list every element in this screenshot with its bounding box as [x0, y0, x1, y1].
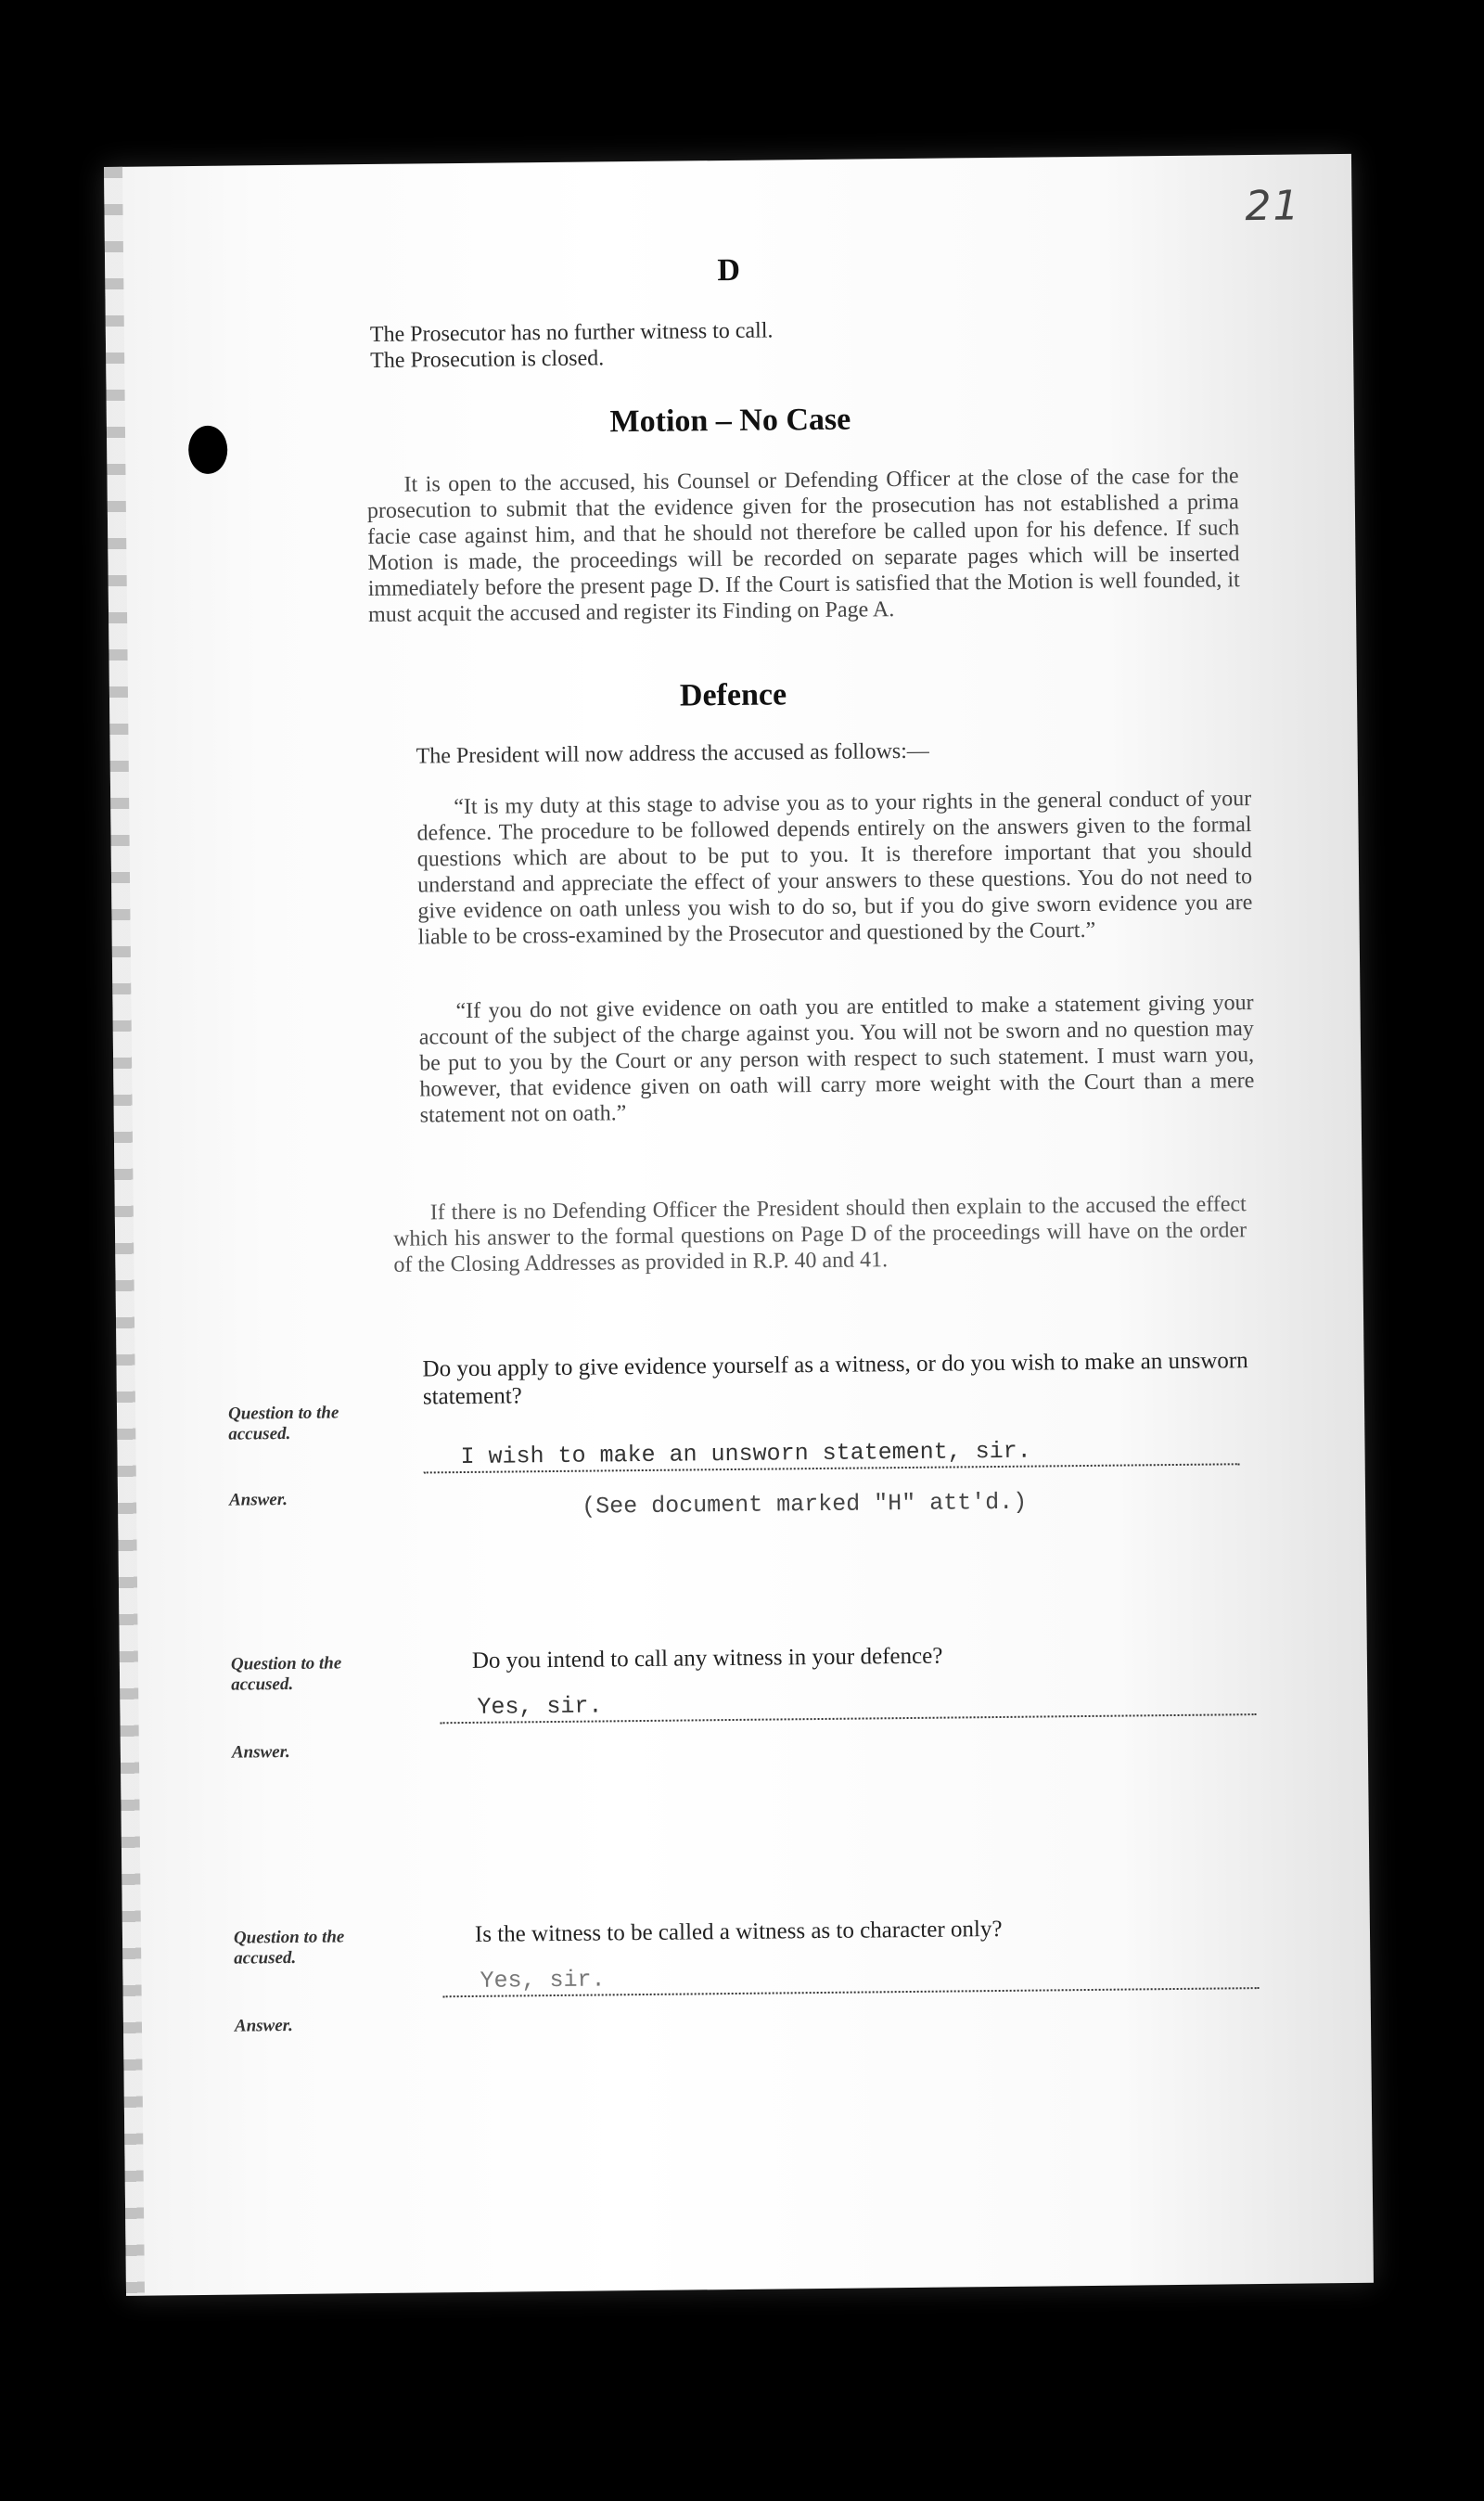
prosecution-line-2: The Prosecution is closed.: [370, 346, 605, 374]
question-text: Do you intend to call any witness in your defence?: [471, 1643, 943, 1674]
answer-field: Yes, sir.: [440, 1686, 1256, 1724]
prosecution-line-1: The Prosecutor has no further witness to call.: [369, 318, 774, 348]
question-label: Question to the accused.: [230, 1653, 342, 1695]
question-label: Question to the accused.: [233, 1927, 345, 1969]
defence-intro: The President will now address the accused as follows:—: [416, 738, 929, 769]
defending-officer-note: If there is no Defending Officer the President should then explain to the accused the effect which his answer to the formal questions on Page D of the proceedings will have on the order of the Closing Addresses as provided in R.P. 40 and 41.: [392, 1192, 1247, 1277]
defence-heading: Defence: [679, 677, 787, 713]
answer-field: I wish to make an unsworn statement, sir.: [423, 1435, 1239, 1473]
prosecution-closed-block: [370, 313, 1234, 374]
motion-paragraph: It is open to the accused, his Counsel or Defending Officer at the close of the case for the prosecution to submit that the evidence given for the prosecution has not established a prima facie case against him, and that he should not therefore be called upon for his defence. If such Motion is made, the proceedings will be recorded on separate pages which will be inserted immediately before the present page D. If the Court is satisfied that the Motion is well founded, it must acquit the accused and register its Finding on Page A.: [366, 464, 1240, 628]
answer-label: Answer.: [234, 2015, 293, 2036]
section-letter: D: [717, 252, 741, 289]
answer-field: Yes, sir.: [442, 1959, 1259, 1997]
question-text: Do you apply to give evidence yourself as a witness, or do you wish to make an unsworn statement?: [422, 1348, 1248, 1410]
answer-note: (See document marked "H" att'd.): [581, 1488, 1028, 1520]
answer-label: Answer.: [231, 1741, 290, 1763]
question-text: Is the witness to be called a witness as to character only?: [474, 1916, 1003, 1947]
president-address-paragraph-1: “It is my duty at this stage to advise you as to your rights in the general conduct of your defence. The procedure to be followed depends entirely on the answers given to the formal questions which are about to be put to you. It is therefore important that you should understand and appreciate the effect of your answers to these questions. You do not need to give evidence on oath unless you wish to do so, but if you do give sworn evidence you are liable to be cross-examined by the Prosecutor and questioned by the Court.”: [416, 787, 1253, 950]
answer-label: Answer.: [228, 1490, 288, 1510]
binding-edge: [104, 167, 145, 2296]
motion-heading: Motion – No Case: [609, 402, 851, 440]
question-label: Question to the accused.: [227, 1403, 339, 1444]
document-page: [104, 154, 1374, 2296]
page-number: 21: [1245, 182, 1301, 231]
president-address-paragraph-2: “If you do not give evidence on oath you are entitled to make a statement giving your account of the subject of the charge against you. You will not be sworn and no question may be put to you by the Court or any person with respect to such statement. I must warn you, however, that evidence given on oath will carry more weight with the Court than a mere statement not on oath.”: [418, 991, 1255, 1128]
